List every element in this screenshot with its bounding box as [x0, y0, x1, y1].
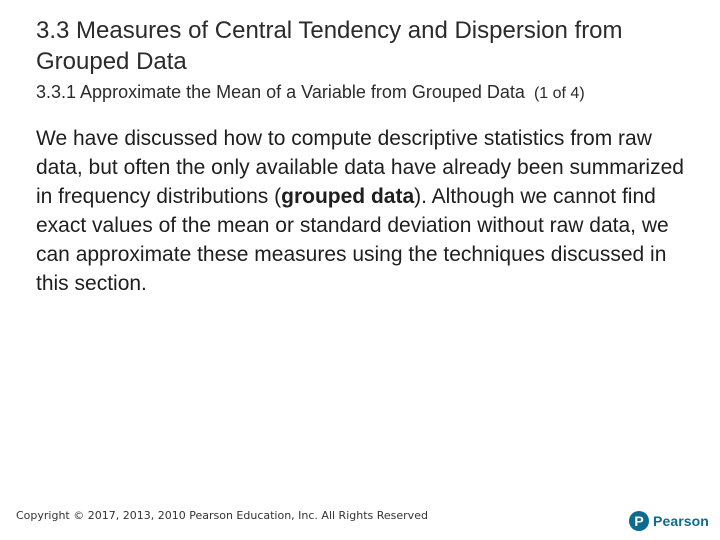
page-indicator: (1 of 4) [533, 85, 585, 102]
pearson-logo [629, 510, 709, 532]
pearson-logo-mark: P [629, 511, 649, 531]
subtitle-text: 3.3.1 Approximate the Mean of a Variable from Grouped Data [36, 82, 525, 102]
pearson-logo-text: Pearson [653, 513, 709, 529]
slide-subtitle [36, 80, 716, 106]
slide-title: 3.3 Measures of Central Tendency and Dispersion from Grouped Data [36, 17, 623, 75]
body-text-part-1: We have discussed how to compute descriptive statistics from raw data, but often the only available data have already been summarized in frequency distributions ( [36, 127, 684, 208]
copyright-notice: Copyright © 2017, 2013, 2010 Pearson Education, Inc. All Rights Reserved [16, 509, 428, 522]
body-bold-term: grouped data [281, 185, 415, 208]
slide-body-paragraph [36, 124, 696, 298]
body-text-part-2: ). Although we cannot find exact values of the mean or standard deviation without raw data, we can approximate these measures using the techniques discussed in this section. [36, 185, 669, 295]
